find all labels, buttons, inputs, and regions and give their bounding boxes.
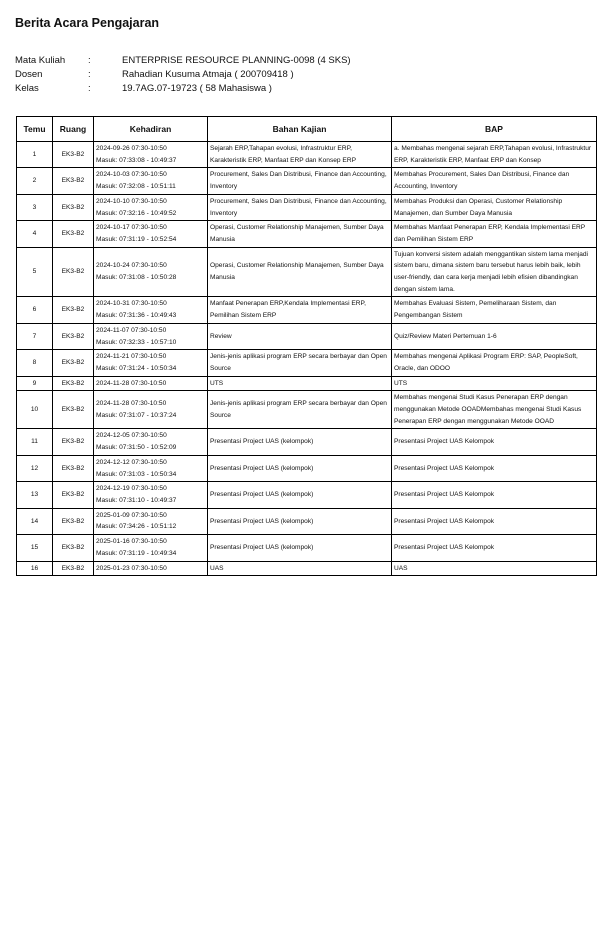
cell-temu: 4 [17,221,53,247]
cell-bahan-kajian: Operasi, Customer Relationship Manajemen, Sumber Daya Manusia [208,247,392,297]
header-kehadiran: Kehadiran [94,117,208,142]
cell-kehadiran [94,508,208,534]
cell-ruang: EK3-B2 [53,247,94,297]
check-in-time: Masuk: 07:32:08 - 10:51:11 [96,183,176,191]
table-row [17,194,597,220]
check-in-time: Masuk: 07:31:19 - 10:49:34 [96,549,177,557]
check-in-time: Masuk: 07:31:08 - 10:50:28 [96,274,177,282]
cell-kehadiran [94,194,208,220]
cell-bahan-kajian: Procurement, Sales Dan Distribusi, Finance dan Accounting, Inventory [208,168,392,194]
cell-bahan-kajian: Presentasi Project UAS (kelompok) [208,455,392,481]
cell-ruang: EK3-B2 [53,376,94,391]
schedule-time: 2025-01-23 07:30-10:50 [96,564,167,572]
cell-kehadiran [94,455,208,481]
cell-bap: Presentasi Project UAS Kelompok [392,482,597,508]
cell-bahan-kajian: Presentasi Project UAS (kelompok) [208,508,392,534]
cell-bahan-kajian: Jenis-jenis aplikasi program ERP secara berbayar dan Open Source [208,350,392,376]
schedule-time: 2025-01-09 07:30-10:50 [96,511,167,519]
header-ruang: Ruang [53,117,94,142]
schedule-time: 2024-11-07 07:30-10:50 [96,326,167,334]
cell-bahan-kajian: UAS [208,561,392,576]
document-title: Berita Acara Pengajaran [15,16,160,30]
cell-bap: Presentasi Project UAS Kelompok [392,508,597,534]
header-bahan-kajian: Bahan Kajian [208,117,392,142]
table-row [17,482,597,508]
check-in-time: Masuk: 07:31:07 - 10:37:24 [96,411,177,419]
table-row [17,168,597,194]
cell-temu: 5 [17,247,53,297]
cell-kehadiran [94,482,208,508]
cell-ruang: EK3-B2 [53,350,94,376]
cell-temu: 10 [17,391,53,429]
schedule-time: 2024-12-05 07:30-10:50 [96,432,167,440]
cell-kehadiran [94,391,208,429]
cell-temu: 15 [17,535,53,561]
check-in-time: Masuk: 07:32:16 - 10:49:52 [96,209,177,217]
check-in-time: Masuk: 07:32:33 - 10:57:10 [96,338,177,346]
check-in-time: Masuk: 07:34:26 - 10:51:12 [96,523,177,531]
schedule-time: 2024-10-31 07:30-10:50 [96,300,167,308]
info-label: Kelas [15,83,39,94]
info-colon: : [88,83,91,94]
table-row [17,297,597,323]
cell-bap: Presentasi Project UAS Kelompok [392,455,597,481]
check-in-time: Masuk: 07:31:03 - 10:50:34 [96,470,177,478]
table-header-row [17,117,597,142]
info-label: Dosen [15,69,43,80]
check-in-time: Masuk: 07:31:10 - 10:49:37 [96,496,177,504]
check-in-time: Masuk: 07:31:24 - 10:50:34 [96,364,177,372]
table-row [17,142,597,168]
cell-bap: UTS [392,376,597,391]
course-info [15,54,351,96]
cell-bahan-kajian: Presentasi Project UAS (kelompok) [208,429,392,455]
table-row [17,535,597,561]
cell-bap: Presentasi Project UAS Kelompok [392,429,597,455]
cell-bap: Presentasi Project UAS Kelompok [392,535,597,561]
cell-temu: 7 [17,323,53,349]
cell-temu: 11 [17,429,53,455]
cell-bahan-kajian: Review [208,323,392,349]
cell-kehadiran [94,221,208,247]
table-row [17,221,597,247]
info-value: Rahadian Kusuma Atmaja ( 200709418 ) [122,69,294,80]
schedule-time: 2024-10-10 07:30-10:50 [96,197,167,205]
attendance-table [16,116,597,576]
schedule-time: 2024-10-24 07:30-10:50 [96,262,167,270]
info-label: Mata Kuliah [15,55,66,66]
check-in-time: Masuk: 07:31:36 - 10:49:43 [96,312,177,320]
schedule-time: 2024-11-21 07:30-10:50 [96,353,167,361]
cell-ruang: EK3-B2 [53,455,94,481]
table-row [17,455,597,481]
cell-bahan-kajian: Manfaat Penerapan ERP,Kendala Implementasi ERP, Pemilihan Sistem ERP [208,297,392,323]
cell-bahan-kajian: Operasi, Customer Relationship Manajemen, Sumber Daya Manusia [208,221,392,247]
cell-kehadiran [94,323,208,349]
schedule-time: 2024-11-28 07:30-10:50 [96,379,167,387]
cell-ruang: EK3-B2 [53,482,94,508]
table-row [17,391,597,429]
cell-ruang: EK3-B2 [53,323,94,349]
info-colon: : [88,69,91,80]
cell-bap: Membahas mengenai Aplikasi Program ERP: SAP, PeopleSoft, Oracle, dan ODOO [392,350,597,376]
cell-ruang: EK3-B2 [53,194,94,220]
check-in-time: Masuk: 07:33:08 - 10:49:37 [96,156,177,164]
cell-bap: UAS [392,561,597,576]
cell-temu: 14 [17,508,53,534]
cell-ruang: EK3-B2 [53,168,94,194]
cell-temu: 16 [17,561,53,576]
cell-bap: Membahas Evaluasi Sistem, Pemeliharaan Sistem, dan Pengembangan Sistem [392,297,597,323]
cell-ruang: EK3-B2 [53,297,94,323]
cell-bap: Membahas Procurement, Sales Dan Distribusi, Finance dan Accounting, Inventory [392,168,597,194]
cell-bap: Membahas Manfaat Penerapan ERP, Kendala Implementasi ERP dan Pemilihan Sistem ERP [392,221,597,247]
header-temu: Temu [17,117,53,142]
cell-bahan-kajian: UTS [208,376,392,391]
table-row [17,508,597,534]
cell-kehadiran [94,142,208,168]
schedule-time: 2024-11-28 07:30-10:50 [96,400,167,408]
info-colon: : [88,55,91,66]
schedule-time: 2025-01-16 07:30-10:50 [96,538,167,546]
cell-temu: 8 [17,350,53,376]
cell-kehadiran [94,376,208,391]
table-body [17,142,597,576]
cell-kehadiran [94,535,208,561]
cell-temu: 12 [17,455,53,481]
table-row [17,561,597,576]
table-row [17,323,597,349]
cell-ruang: EK3-B2 [53,429,94,455]
info-row-course [15,54,351,68]
cell-temu: 6 [17,297,53,323]
table-row [17,429,597,455]
schedule-time: 2024-12-12 07:30-10:50 [96,458,167,466]
cell-temu: 9 [17,376,53,391]
table-row [17,247,597,297]
cell-kehadiran [94,297,208,323]
info-value: ENTERPRISE RESOURCE PLANNING-0098 (4 SKS) [122,55,351,66]
cell-temu: 3 [17,194,53,220]
cell-bap: Quiz/Review Materi Pertemuan 1-6 [392,323,597,349]
cell-bap: Membahas Produksi dan Operasi, Customer Relationship Manajemen, dan Sumber Daya Manusia [392,194,597,220]
header-bap: BAP [392,117,597,142]
table-row [17,376,597,391]
info-row-lecturer [15,68,351,82]
schedule-time: 2024-10-03 07:30-10:50 [96,171,167,179]
cell-ruang: EK3-B2 [53,221,94,247]
cell-ruang: EK3-B2 [53,535,94,561]
cell-temu: 2 [17,168,53,194]
cell-kehadiran [94,561,208,576]
cell-bahan-kajian: Presentasi Project UAS (kelompok) [208,482,392,508]
cell-bahan-kajian: Sejarah ERP,Tahapan evolusi, Infrastruktur ERP, Karakteristik ERP, Manfaat ERP dan Konsep ERP [208,142,392,168]
cell-bap: Membahas mengenai Studi Kasus Penerapan ERP dengan menggunakan Metode OOADMembahas mengenai Studi Kasus Penerapan ERP dengan menggunakan Metode OOAD [392,391,597,429]
check-in-time: Masuk: 07:31:19 - 10:52:54 [96,235,177,243]
schedule-time: 2024-09-26 07:30-10:50 [96,145,167,152]
cell-bahan-kajian: Jenis-jenis aplikasi program ERP secara berbayar dan Open Source [208,391,392,429]
cell-bahan-kajian: Presentasi Project UAS (kelompok) [208,535,392,561]
cell-kehadiran [94,247,208,297]
cell-ruang: EK3-B2 [53,391,94,429]
cell-ruang: EK3-B2 [53,142,94,168]
schedule-time: 2024-12-19 07:30-10:50 [96,485,167,493]
schedule-time: 2024-10-17 07:30-10:50 [96,224,167,232]
cell-kehadiran [94,168,208,194]
cell-temu: 1 [17,142,53,168]
cell-temu: 13 [17,482,53,508]
cell-ruang: EK3-B2 [53,508,94,534]
info-value: 19.7AG.07-19723 ( 58 Mahasiswa ) [122,83,272,94]
cell-kehadiran [94,429,208,455]
info-row-class [15,82,351,96]
check-in-time: Masuk: 07:31:50 - 10:52:09 [96,444,177,452]
cell-bahan-kajian: Procurement, Sales Dan Distribusi, Finance dan Accounting, Inventory [208,194,392,220]
cell-ruang: EK3-B2 [53,561,94,576]
table-row [17,350,597,376]
cell-bap: a. Membahas mengenai sejarah ERP,Tahapan evolusi, Infrastruktur ERP, Karakteristik ERP, Manfaat ERP dan Konsep [392,142,597,168]
cell-kehadiran [94,350,208,376]
cell-bap: Tujuan konversi sistem adalah menggantikan sistem lama menjadi sistem baru, dimana sistem baru tersebut harus lebih baik, lebih user-friendly, dan cara kerja menjadi lebih efisien dibandingkan dengan sistem lama. [392,247,597,297]
